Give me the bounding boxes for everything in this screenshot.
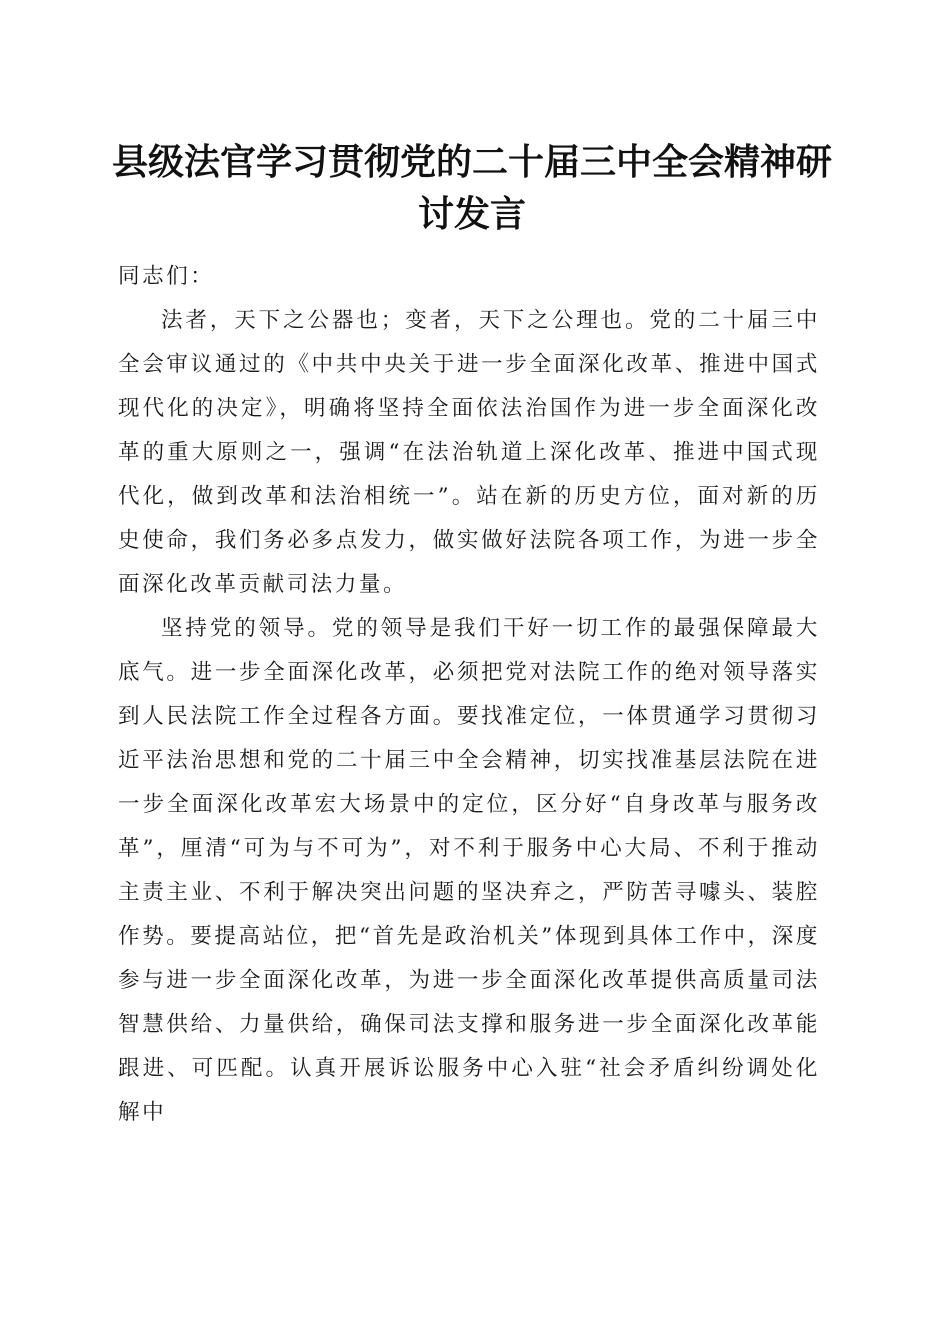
paragraph-2: 坚持党的领导。党的领导是我们干好一切工作的最强保障最大底气。进一步全面深化改革，必须把党对法院工作的绝对领导落实到人民法院工作全过程各方面。要找准定位，一体贯通学习贯彻习近平法治思想和党的二十届三中全会精神，切实找准基层法院在进一步全面深化改革宏大场景中的定位，区分好“自身改革与服务改革”，厘清“可为与不可为”，对不利于服务中心大局、不利于推动主责主业、不利于解决突出问题的坚决弃之，严防苦寻噱头、装腔作势。要提高站位，把“首先是政治机关”体现到具体工作中，深度参与进一步全面深化改革，为进一步全面深化改革提供高质量司法智慧供给、力量供给，确保司法支撑和服务进一步全面深化改革能跟进、可匹配。认真开展诉讼服务中心入驻“社会矛盾纠纷调处化解中 — [118, 616, 820, 1125]
greeting: 同志们： — [118, 264, 215, 289]
paragraph-1: 法者，天下之公器也；变者，天下之公理也。党的二十届三中全会审议通过的《中共中央关于进一步全面深化改革、推进中国式现代化的决定》，明确将坚持全面依法治国作为进一步全面深化改革的重大原则之一，强调“在法治轨道上深化改革、推进中国式现代化，做到改革和法治相统一”。站在新的历史方位，面对新的历史使命，我们务必多点发力，做实做好法院各项工作，为进一步全面深化改革贡献司法力量。 — [118, 308, 820, 597]
document-body — [118, 255, 820, 1135]
document-title: 县级法官学习贯彻党的二十届三中全会精神研讨发言 — [112, 141, 833, 235]
